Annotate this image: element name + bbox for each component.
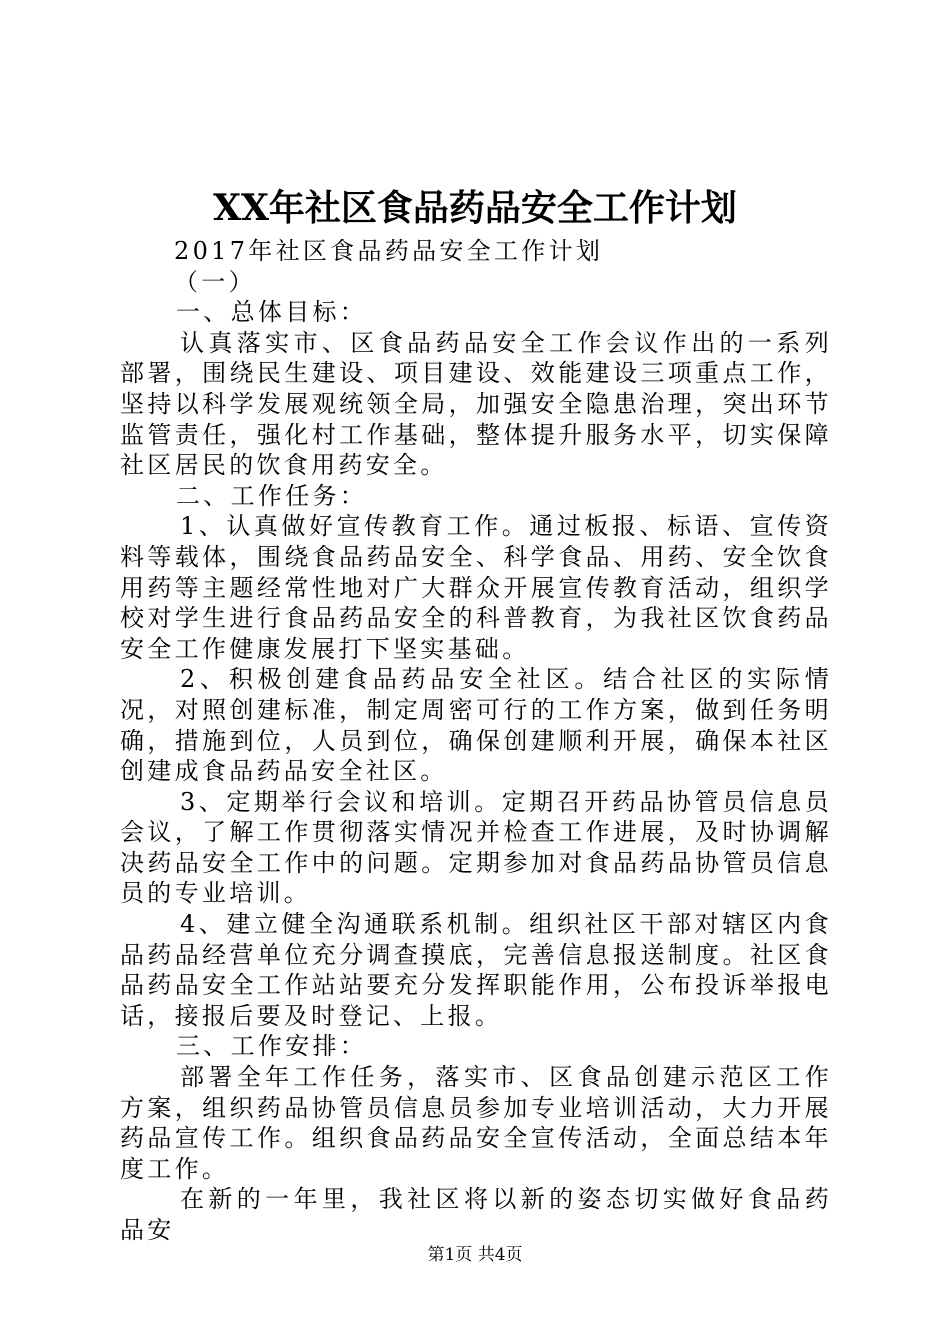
- heading-work-tasks: 二、工作任务：: [176, 481, 368, 510]
- paragraph-work-arrangement: 部署全年工作任务，落实市、区食品创建示范区工作方案，组织药品协管员信息员参加专业培训活动，大力开展药品宣传工作。组织食品药品安全宣传活动，全面总结本年度工作。: [120, 1063, 832, 1183]
- heading-overall-goal: 一、总体目标：: [176, 298, 368, 327]
- document-subtitle: 2017年社区食品药品安全工作计划: [174, 237, 604, 265]
- paragraph-task-1: 1、认真做好宣传教育工作。通过板报、标语、宣传资料等载体，围绕食品药品安全、科学食品、用药、安全饮食用药等主题经常性地对广大群众开展宣传教育活动，组织学校对学生进行食品药品安全的科普教育，为我社区饮食药品安全工作健康发展打下坚实基础。: [120, 512, 832, 663]
- paragraph-task-3: 3、定期举行会议和培训。定期召开药品协管员信息员会议，了解工作贯彻落实情况并检查工作进展，及时协调解决药品安全工作中的问题。定期参加对食品药品协管员信息员的专业培训。: [120, 787, 832, 908]
- paragraph-task-4: 4、建立健全沟通联系机制。组织社区干部对辖区内食品药品经营单位充分调查摸底，完善信息报送制度。社区食品药品安全工作站站要充分发挥职能作用，公布投诉举报电话，接报后要及时登记、上报。: [120, 910, 832, 1030]
- page-number: 第1页 共4页: [427, 1245, 523, 1265]
- document-title: XX年社区食品药品安全工作计划: [213, 187, 737, 229]
- paragraph-new-year: 在新的一年里，我社区将以新的姿态切实做好食品药品安: [120, 1185, 832, 1244]
- paragraph-task-2: 2、积极创建食品药品安全社区。结合社区的实际情况，对照创建标准，制定周密可行的工作方案，做到任务明确，措施到位，人员到位，确保创建顺利开展，确保本社区创建成食品药品安全社区。: [120, 665, 832, 786]
- paragraph-overall-goal: 认真落实市、区食品药品安全工作会议作出的一系列部署，围绕民生建设、项目建设、效能建设三项重点工作，坚持以科学发展观统领全局，加强安全隐患治理，突出环节监管责任，强化村工作基础，整体提升服务水平，切实保障社区居民的饮食用药安全。: [120, 328, 832, 480]
- heading-work-arrangement: 三、工作安排：: [176, 1032, 368, 1061]
- document-body: [120, 236, 832, 1246]
- section-marker: （一）: [174, 267, 256, 296]
